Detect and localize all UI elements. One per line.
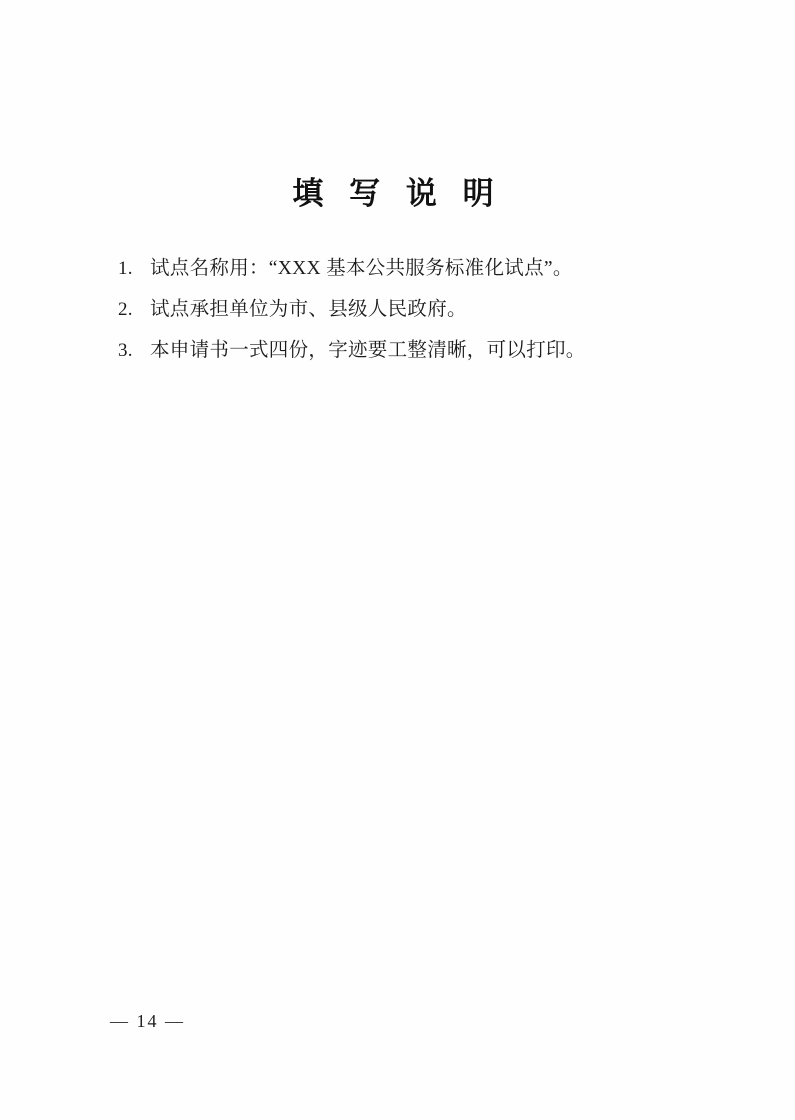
list-item-number: 2. <box>118 299 133 320</box>
list-item-number: 1. <box>118 258 133 279</box>
list-item <box>118 289 698 330</box>
list-item-text: 试点名称用：“XXX 基本公共服务标准化试点”。 <box>150 258 573 279</box>
page-title: 填 写 说 明 <box>292 176 503 211</box>
list-item <box>118 330 698 371</box>
instruction-list <box>118 248 698 371</box>
page-number: — 14 — <box>110 1011 185 1031</box>
page-footer <box>0 1011 795 1032</box>
list-item-text: 试点承担单位为市、县级人民政府。 <box>150 299 467 320</box>
list-item <box>118 248 698 289</box>
list-item-text: 本申请书一式四份，字迹要工整清晰，可以打印。 <box>150 340 586 361</box>
list-item-number: 3. <box>118 340 133 361</box>
